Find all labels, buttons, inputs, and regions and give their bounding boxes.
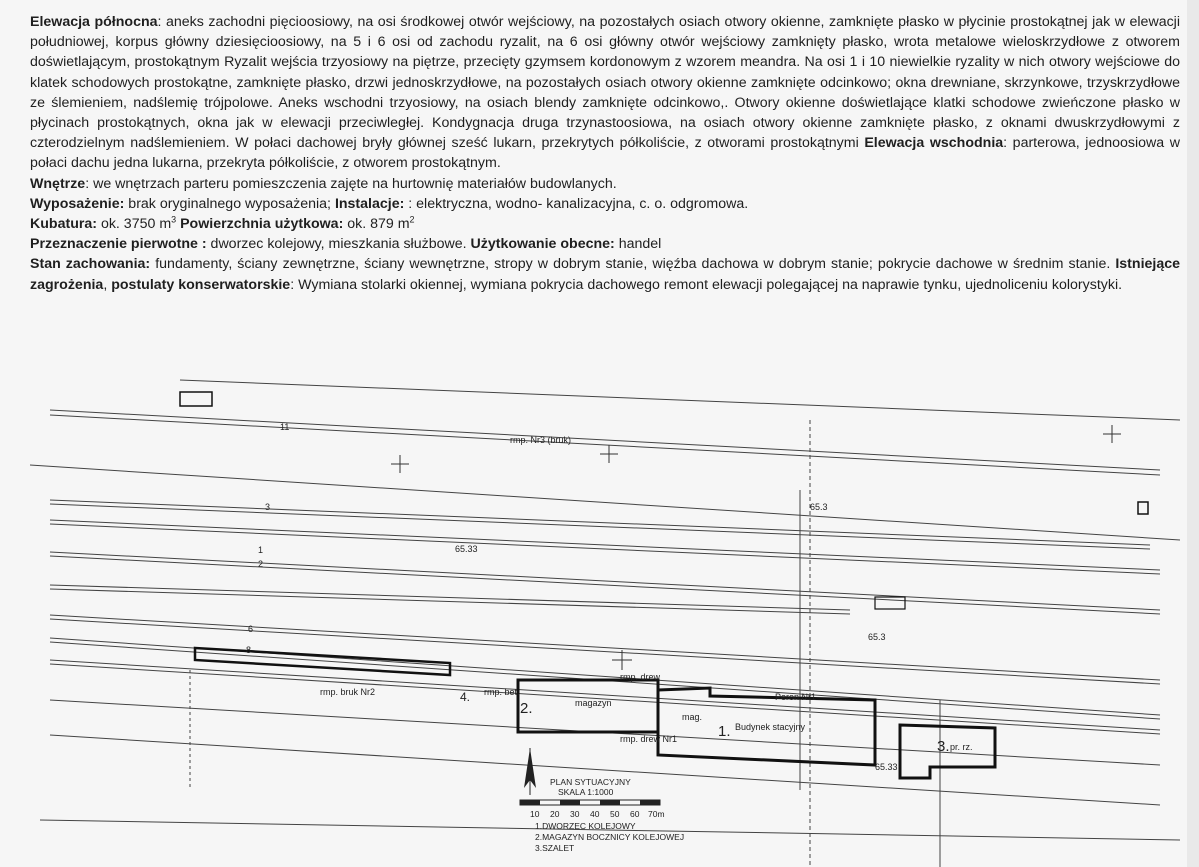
- scale-tick: 30: [570, 809, 580, 819]
- scan-edge: [1187, 0, 1199, 867]
- height-label: 65.3: [810, 502, 828, 512]
- height-label: 65.33: [455, 544, 478, 554]
- building-number-label: 4.: [460, 690, 471, 704]
- scale-tick: 70m: [648, 809, 665, 819]
- street-label: rmp. drew: [620, 672, 661, 682]
- north-arrow: [524, 748, 536, 795]
- description-text: [30, 12, 1180, 295]
- street-label: magazyn: [575, 698, 612, 708]
- site-plan-drawing: [30, 370, 1180, 867]
- paragraph-purpose: Przeznaczenie pierwotne : dworzec kolejowy, mieszkania służbowe. Użytkowanie obecne: handel: [30, 236, 662, 253]
- track-number-label: 1: [258, 545, 264, 555]
- scale-tick: 20: [550, 809, 560, 819]
- label-north-elevation: Elewacja północna: [30, 14, 158, 30]
- label-east-elevation: Elewacja wschodnia: [864, 135, 1004, 152]
- track-number-label: 8: [246, 645, 252, 655]
- height-label: 65.33: [875, 762, 898, 772]
- street-label: rmp. bruk Nr2: [320, 687, 376, 697]
- legend-item: 2.MAGAZYN BOCZNICY KOLEJOWEJ: [535, 832, 685, 842]
- track-number-label: 2: [258, 559, 264, 569]
- street-label: Budynek stacyjny: [735, 722, 806, 732]
- paragraph-equipment: Wyposażenie: brak oryginalnego wyposażenia; Instalacje: : elektryczna, wodno- kanalizacyjna, c. o. odgromowa.: [30, 195, 749, 212]
- scale-tick: 10: [530, 809, 540, 819]
- height-label: 65.3: [868, 632, 886, 642]
- track-number-label: 11: [280, 422, 290, 432]
- paragraph-north-elevation: Elewacja północna: aneks zachodni pięcioosiowy, na osi środkowej otwór wejściowy, na pozostałych osiach otwory okienne, zamknięte płasko w płycinie prostokątnej jak w elewacji południowej, korpus główny dziesięcioosiowy, na 5 i 6 osi od zachodu ryzalit, na 6 osi główny otwór wejściowy zamknięty płasko, wrota metalowe wieloskrzydłowe z otworem doświetlającym, prostokątnym Ryzalit wejścia trzyosiowy na piętrze, przecięty gzymsem kordonowym z wzorem meandra. Na osi 1 i 10 niewielkie ryzality w nich otwory wejściowe do klatek schodowych prostokątne, zamknięte płasko, drzwi jednoskrzydłowe, na pozostałych osiach otwory okienne zamknięte odcinkowo; okna drewniane, skrzynkowe, trzyskrzydłowe ze ślemieniem, nadślemię trójpolowe. Aneks wschodni trzyosiowy, na osiach blendy zamknięte odcinkowo,. Otwory okienne doświetlające klatki schodowe zwieńczone płasko w płycinach prostokątnych, okna jak w elewacji przeciwległej. Kondygnacja druga trzynastoosiowa, na osiach otwory okienne zamknięte płasko, z oknami dwuskrzydłowymi z czterodzielnym nadślemieniem. W połaci dachowej bryły głównej sześć lukarn, przekrytych półkoliście, z otworami prostokątnymi Elewacja wschodnia: parterowa, jednoosiowa w połaci dachu jedna lukarna, przekryta półkoliście, z otworem prostokątnym.: [30, 14, 1180, 172]
- scale-bar: [520, 800, 660, 805]
- street-label: rmp. bet.: [484, 687, 520, 697]
- scale-tick: 60: [630, 809, 640, 819]
- street-label: mag.: [682, 712, 703, 722]
- scale-tick: 40: [590, 809, 600, 819]
- street-label: Peron Nr1: [775, 692, 817, 702]
- scale-tick: 50: [610, 809, 620, 819]
- small-building-shape: [180, 392, 212, 406]
- street-label: rmp. drew Nr1: [620, 734, 678, 744]
- site-plan-map: [30, 370, 1180, 867]
- map-scale: SKALA 1:1000: [558, 787, 614, 797]
- track-number-label: 3: [265, 502, 271, 512]
- small-square-shape: [1138, 502, 1148, 514]
- building-number-label: 3.: [937, 738, 950, 755]
- mag-box-shape: [875, 597, 905, 609]
- building-number-label: 1.: [718, 723, 731, 740]
- paragraph-interior: Wnętrze: we wnętrzach parteru pomieszczenia zajęte na hurtownię materiałów budowlanych.: [30, 175, 617, 192]
- street-label: rmp. Nr3 (bruk): [510, 435, 572, 445]
- platform-2-shape: [195, 648, 450, 675]
- street-label: pr. rz.: [950, 742, 973, 752]
- legend-item: 3.SZALET: [535, 843, 575, 853]
- map-title: PLAN SYTUACYJNY: [550, 777, 631, 787]
- paragraph-condition: Stan zachowania: fundamenty, ściany zewnętrzne, ściany wewnętrzne, stropy w dobrym stanie, więźba dachowa w dobrym stanie; pokrycie dachowe w średnim stanie. Istniejące zagrożenia, postulaty konserwatorskie: Wymiana stolarki okiennej, wymiana pokrycia dachowego remont elewacji polegającej na naprawie tynku, ujednoliceniu kolorystyki.: [30, 256, 1181, 293]
- paragraph-volume: Kubatura: ok. 3750 $m^3$ Powierzchnia użytkowa: ok. 879 $m^2$: [30, 214, 415, 233]
- map-labels: [246, 422, 973, 772]
- building-number-label: 2.: [520, 700, 533, 717]
- legend-item: 1.DWORZEC KOLEJOWY: [535, 821, 636, 831]
- map-legend: [520, 777, 684, 853]
- track-number-label: 6: [248, 624, 254, 634]
